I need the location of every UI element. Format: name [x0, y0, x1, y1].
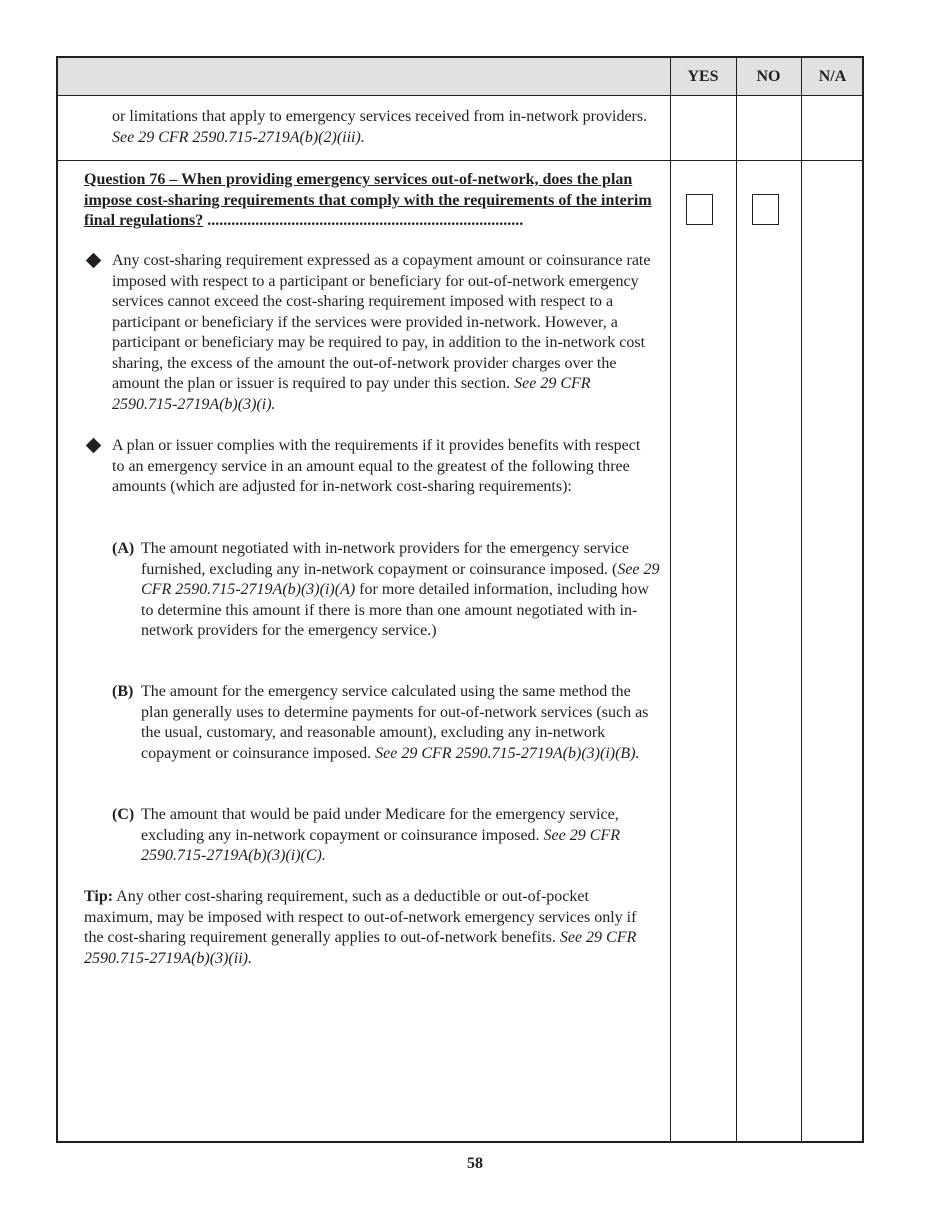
tip-text: Any other cost-sharing requirement, such as a deductible or out-of-pocket maximum, may be imposed with respect to out-of-network emergency services only if the cost-sharing requirement generally applies to out-of-network benefits. [84, 888, 637, 946]
subitem-label: (B) [112, 683, 134, 700]
header-no: NO [756, 68, 781, 85]
column-divider [736, 58, 737, 1141]
continuation-citation: See 29 CFR 2590.715-2719A(b)(2)(iii). [112, 128, 365, 146]
row-divider [58, 160, 862, 161]
column-divider [801, 58, 802, 1141]
header-yes: YES [687, 68, 719, 85]
continuation-body: or limitations that apply to emergency services received from in-network providers. [112, 108, 648, 125]
bullet-text: Any cost-sharing requirement expressed as a copayment amount or coinsurance rate imposed with respect to a participant or beneficiary for out-of-network emergency services cannot exceed the cost-sharing requirement imposed with respect to a participant or beneficiary if the services were provided in-network. However, a participant or beneficiary may be required to pay, in addition to the in-network cost sharing, the excess of the amount the out-of-network provider charges over the amount the plan or issuer is required to pay under this section. [112, 252, 651, 392]
continuation-text [112, 107, 652, 148]
tip-note [84, 887, 644, 969]
subitem-citation: See 29 CFR 2590.715-2719A(b)(3)(i)(B). [375, 744, 640, 762]
subitem-label: (A) [112, 540, 135, 557]
subitem-text: The amount negotiated with in-network providers for the emergency service furnished, excluding any in-network copayment or coinsurance imposed. ( [141, 540, 629, 578]
subitem-a [112, 539, 662, 642]
subitem-text: The amount that would be paid under Medicare for the emergency service, excluding any in-network copayment or coinsurance imposed. [141, 806, 619, 844]
header-na: N/A [818, 68, 847, 85]
diamond-bullet-icon [86, 253, 102, 269]
subitem-text-cont: for more detailed information, including how to determine this amount if there is more than one amount negotiated with in-network providers for the emergency service.) [141, 581, 649, 639]
column-divider [670, 58, 671, 1141]
bullet-item [112, 436, 652, 498]
subitem-text: The amount for the emergency service calculated using the same method the plan generally uses to determine payments for out-of-network services (such as the usual, customary, and reasonable amount), excluding any in-network copayment or coinsurance imposed. [141, 683, 649, 762]
subitem-citation: See 29 CFR 2590.715-2719A(b)(3)(i)(A) [141, 560, 660, 598]
subitem-c [112, 805, 662, 867]
bullet-citation: See 29 CFR 2590.715-2719A(b)(3)(i). [112, 375, 591, 413]
no-checkbox[interactable] [752, 194, 779, 225]
question-leader: ............................................................................... [203, 212, 524, 229]
subitem-b [112, 682, 662, 764]
question-title: Question 76 – When providing emergency services out-of-network, does the plan impose cost-sharing requirements that comply with the requirements of the interim final regulations? [84, 171, 652, 229]
subitem-label: (C) [112, 806, 135, 823]
table-header [58, 58, 862, 96]
tip-citation: See 29 CFR 2590.715-2719A(b)(3)(ii). [84, 929, 637, 967]
tip-label: Tip: [84, 888, 114, 905]
yes-checkbox[interactable] [686, 194, 713, 225]
checklist-table [56, 56, 864, 1143]
diamond-bullet-icon [86, 438, 102, 454]
subitem-citation: See 29 CFR 2590.715-2719A(b)(3)(i)(C). [141, 826, 620, 864]
question-76 [84, 170, 664, 232]
bullet-item [112, 251, 652, 415]
page-number: 58 [467, 1155, 483, 1172]
bullet-text: A plan or issuer complies with the requirements if it provides benefits with respect to an emergency service in an amount equal to the greatest of the following three amounts (which are adjusted for in-network cost-sharing requirements): [112, 437, 641, 495]
